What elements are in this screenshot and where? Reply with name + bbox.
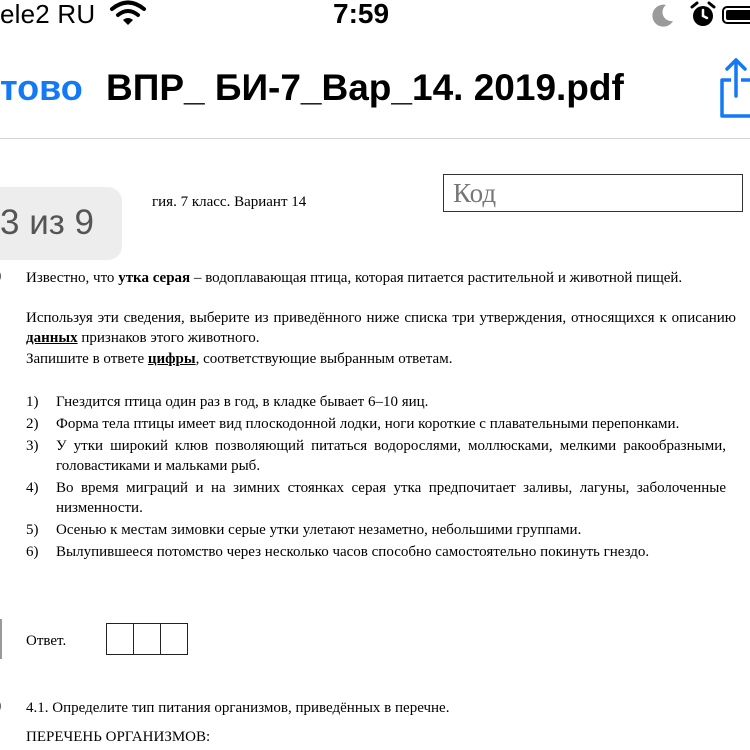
question-task: Используя эти сведения, выберите из приведённого ниже списка три утверждения, относящихся к описанию данных признаков этого животного. — [26, 310, 736, 346]
battery-icon — [722, 6, 750, 24]
list-item: 1) Гнездится птица один раз в год, в кладке бывает 6–10 яиц. — [26, 394, 429, 410]
pdf-page[interactable] — [0, 139, 750, 750]
share-icon[interactable] — [720, 56, 750, 125]
list-item: 6) Вылупившееся потомство через несколько часов способно самостоятельно покинуть гнездо. — [26, 544, 650, 560]
highlighted-term: утка серая — [118, 270, 191, 286]
question-marker — [0, 267, 1, 285]
options-list — [26, 392, 726, 564]
question-marker — [0, 697, 1, 715]
question-two-text: 4.1. Определите тип питания организмов, приведённых в перечне. — [26, 700, 450, 716]
carrier-name: ele2 RU — [0, 0, 96, 29]
status-bar — [0, 0, 750, 30]
question-instruction: Запишите в ответе цифры, соответствующие выбранным ответам. — [26, 351, 453, 367]
organism-list-title: ПЕРЕЧЕНЬ ОРГАНИЗМОВ: — [26, 729, 211, 745]
done-button[interactable]: тово — [0, 67, 83, 108]
margin-mark — [0, 619, 2, 659]
moon-icon — [650, 2, 676, 33]
list-item: 5) Осенью к местам зимовки серые утки улетают незаметно, небольшими группами. — [26, 522, 582, 538]
code-box — [443, 174, 743, 212]
list-item: 2) Форма тела птицы имеет вид плоскодонной лодки, ноги короткие с плавательными перепонками. — [26, 416, 680, 432]
list-item: 4) Во время миграций и на зимних стоянках серая утка предпочитает заливы, лагуны, заболоченные низменности. — [26, 480, 726, 516]
page-header: гия. 7 класс. Вариант 14 — [152, 194, 307, 210]
clock-time: 7:59 — [333, 0, 390, 29]
navigation-bar — [0, 30, 750, 140]
answer-label: Ответ. — [26, 633, 67, 649]
document-title: ВПР_ БИ-7_Вар_14. 2019.pdf — [106, 67, 624, 108]
wifi-icon — [110, 0, 146, 31]
answer-grid — [106, 623, 188, 655]
page-indicator-label: 3 из 9 — [0, 203, 94, 242]
answer-cell — [133, 623, 161, 655]
question-intro: Известно, что утка серая – водоплавающая птица, которая питается растительной и животной пищей. — [26, 270, 683, 286]
answer-cell — [160, 623, 188, 655]
answer-cell — [106, 623, 134, 655]
page-indicator — [0, 187, 122, 260]
code-label: Код — [453, 178, 497, 208]
list-item: 3) У утки широкий клюв позволяющий питаться водорослями, моллюсками, мелкими ракообразными, головастиками и мальками рыб. — [26, 438, 726, 474]
